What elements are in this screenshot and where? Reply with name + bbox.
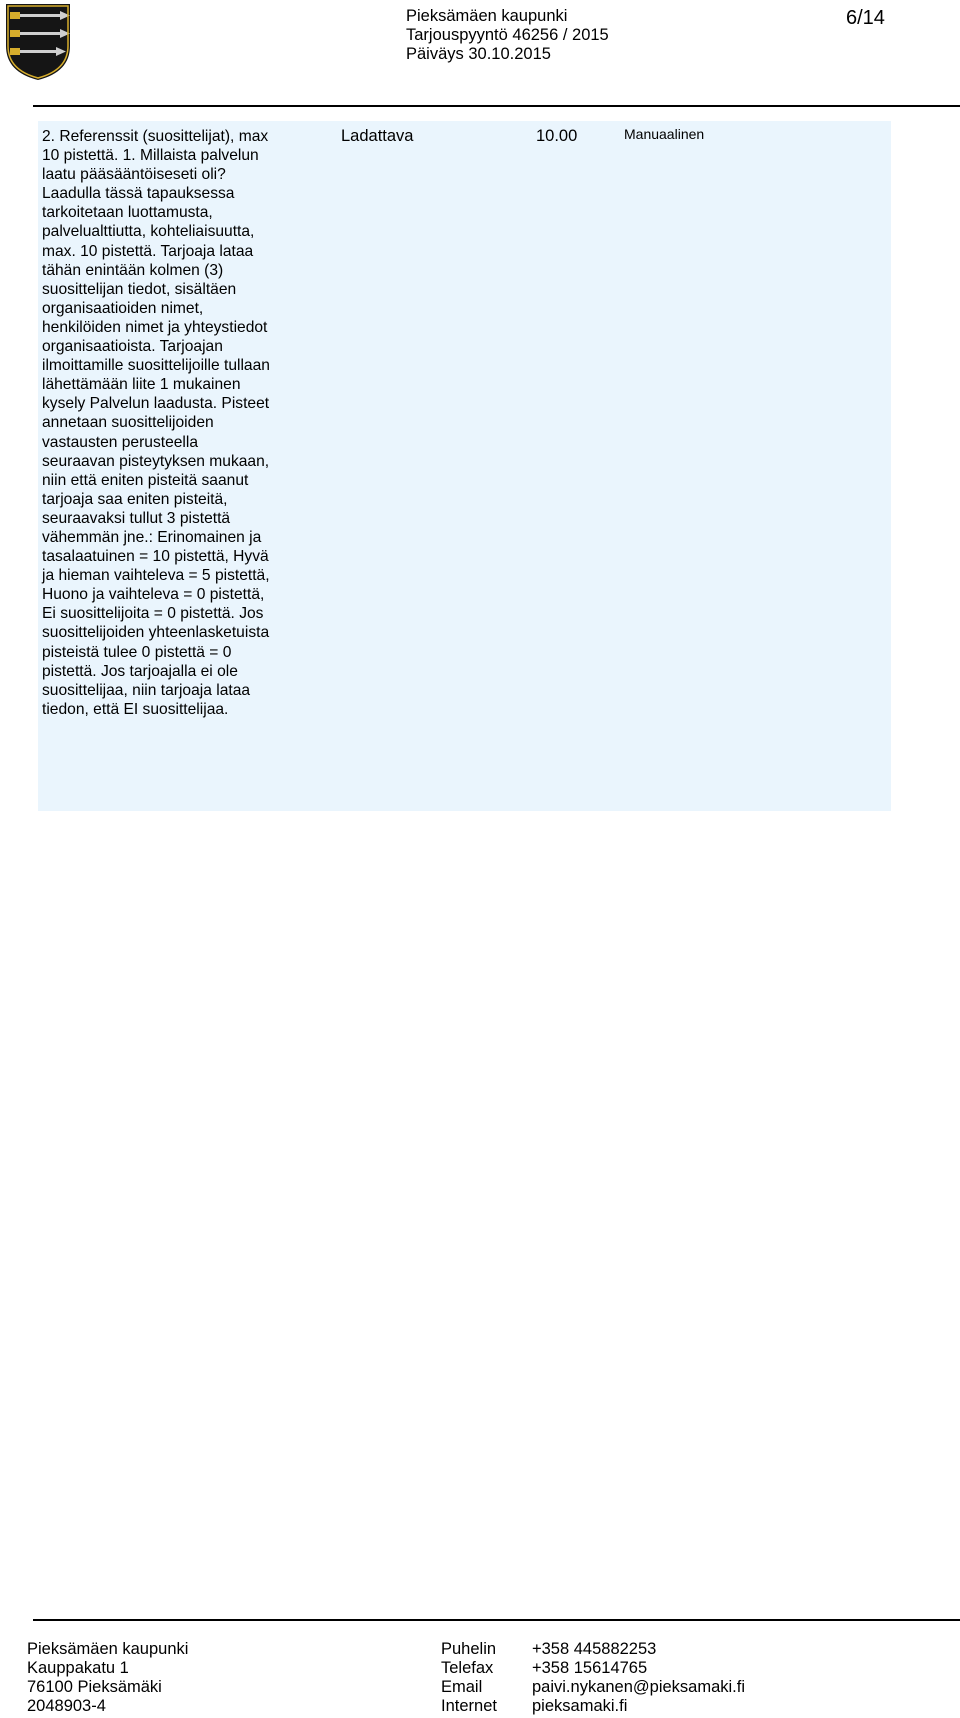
header-organization: Pieksämäen kaupunki bbox=[406, 7, 568, 25]
page-number: 6/14 bbox=[846, 7, 885, 29]
footer-street: Kauppakatu 1 bbox=[27, 1659, 129, 1677]
criteria-description: 2. Referenssit (suosittelijat), max 10 pistettä. 1. Millaista palvelun laatu pääsääntöiseseti oli? Laadulla tässä tapauksessa tarkoitetaan luottamusta, palvelualttiutta, kohteliaisuutta, max. 10 pistettä. Tarjoaja lataa tähän enintään kolmen (3) suosittelijan tiedot, sisältäen organisaatioiden nimet, henkilöiden nimet ja yhteystiedot organisaatioista. Tarjoajan ilmoittamille suosittelijoille tullaan lähettämään liite 1 mukainen kysely Palvelun laadusta. Pisteet annetaan suosittelijoiden vastausten perusteella seuraavan pisteytyksen mukaan, niin että eniten pisteitä saanut tarjoaja saa eniten pisteitä, seuraavaksi tullut 3 pistettä vähemmän jne.: Erinomainen ja tasalaatuinen = 10 pistettä, Hyvä ja hieman vaihteleva = 5 pistettä, Huono ja vaihteleva = 0 pistettä, Ei suosittelijoita = 0 pistettä. Jos suosittelijoiden yhteenlasketuista pisteistä tulee 0 pistettä = 0 pistettä. Jos tarjoajalla ei ole suosittelijaa, niin tarjoaja lataa tiedon, että EI suosittelijaa. bbox=[42, 128, 270, 718]
footer-internet[interactable]: pieksamaki.fi bbox=[532, 1697, 628, 1715]
footer-contact-labels bbox=[441, 1640, 497, 1716]
footer-phone: +358 445882253 bbox=[532, 1640, 657, 1658]
header-date: Päiväys 30.10.2015 bbox=[406, 45, 551, 63]
footer-internet-label: Internet bbox=[441, 1697, 497, 1715]
footer-contact-values bbox=[532, 1640, 745, 1716]
footer-email[interactable]: paivi.nykanen@pieksamaki.fi bbox=[532, 1678, 746, 1696]
footer-divider bbox=[33, 1619, 960, 1621]
criteria-type: Ladattava bbox=[341, 127, 414, 145]
footer-business-id: 2048903-4 bbox=[27, 1697, 106, 1715]
header-tender-number: Tarjouspyyntö 46256 / 2015 bbox=[406, 26, 609, 44]
header-divider bbox=[33, 105, 960, 107]
criteria-row bbox=[38, 121, 891, 811]
footer-email-label: Email bbox=[441, 1678, 483, 1696]
footer-postal: 76100 Pieksämäki bbox=[27, 1678, 162, 1696]
footer-address bbox=[27, 1640, 188, 1716]
footer-phone-label: Puhelin bbox=[441, 1640, 497, 1658]
footer-organization: Pieksämäen kaupunki bbox=[27, 1640, 189, 1658]
criteria-method: Manuaalinen bbox=[624, 126, 705, 142]
header-info bbox=[406, 7, 609, 64]
coat-of-arms-logo bbox=[4, 2, 72, 82]
criteria-points: 10.00 bbox=[536, 127, 578, 145]
footer-fax-label: Telefax bbox=[441, 1659, 494, 1677]
footer-fax: +358 15614765 bbox=[532, 1659, 648, 1677]
